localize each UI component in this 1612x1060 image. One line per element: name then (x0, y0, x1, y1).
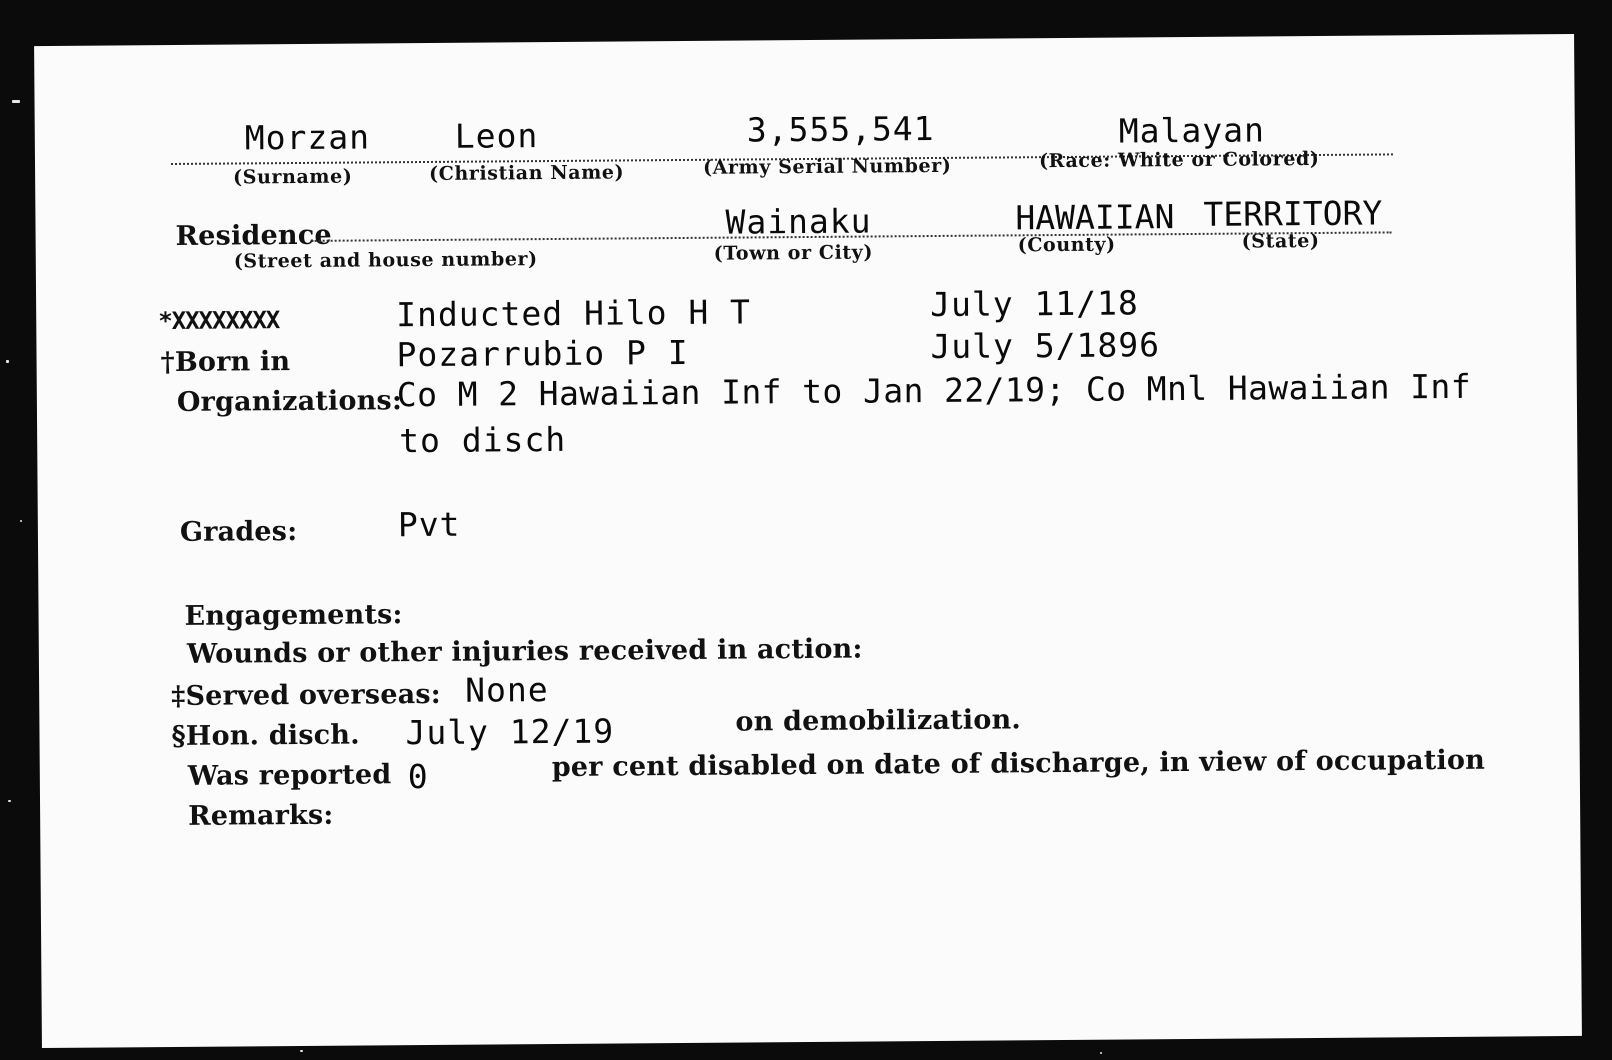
county-value: HAWAIIAN (1015, 197, 1175, 238)
engagements-label: Engagements: (184, 599, 403, 632)
hon-disch-value: July 12/19 (405, 711, 615, 753)
town-caption: (Town or City) (713, 241, 874, 265)
christian-name-caption: (Christian Name) (429, 161, 625, 185)
serial-number-caption: (Army Serial Number) (702, 154, 952, 179)
scan-speck (12, 100, 20, 103)
scan-edge-top (0, 0, 1612, 30)
grades-value: Pvt (397, 504, 461, 545)
organizations-line-2: to disch (399, 419, 567, 461)
organizations-line-1: Co M 2 Hawaiian Inf to Jan 22/19; Co Mnl Hawaiian Inf (396, 366, 1472, 415)
served-overseas-label: ‡Served overseas: (171, 678, 442, 713)
service-record-card (34, 34, 1582, 1048)
reported-label: Was reported (187, 759, 392, 792)
state-value: TERRITORY (1203, 193, 1383, 234)
scan-edge-right (1584, 0, 1612, 1060)
race-value: Malayan (1118, 110, 1266, 151)
surname-value: Morzan (244, 117, 371, 158)
scan-speck (1100, 1052, 1102, 1054)
served-overseas-value: None (465, 670, 549, 710)
scan-speck (20, 520, 22, 522)
town-value: Wainaku (725, 201, 872, 242)
wounds-label: Wounds or other injuries received in action: (186, 633, 863, 670)
enlisted-value: Inducted Hilo H T (396, 292, 752, 335)
serial-number-value: 3,555,541 (746, 108, 935, 150)
enlisted-label-struck: *XXXXXXXX (158, 306, 280, 336)
surname-caption: (Surname) (233, 165, 353, 189)
reported-suffix: per cent disabled on date of discharge, in view of occupation (551, 744, 1486, 784)
born-label: †Born in (160, 346, 291, 379)
enlisted-date: July 11/18 (929, 283, 1139, 325)
remarks-label: Remarks: (188, 799, 334, 832)
hon-disch-label: §Hon. disch. (171, 719, 360, 753)
born-value: Pozarrubio P I (396, 332, 689, 375)
reported-value: 0 (407, 756, 429, 797)
scan-speck (6, 360, 9, 363)
state-caption: (State) (1241, 229, 1320, 253)
hon-disch-suffix: on demobilization. (735, 704, 1022, 738)
race-caption: (Race: White or Colored) (1038, 147, 1320, 173)
organizations-label: Organizations: (176, 385, 403, 418)
county-caption: (County) (1017, 233, 1116, 257)
residence-label: Residence (175, 219, 332, 252)
grades-label: Grades: (179, 516, 298, 548)
scan-speck (8, 800, 11, 802)
scan-speck (300, 1050, 303, 1052)
street-caption: (Street and house number) (233, 248, 538, 273)
born-date: July 5/1896 (930, 325, 1161, 367)
christian-name-value: Leon (454, 116, 539, 156)
